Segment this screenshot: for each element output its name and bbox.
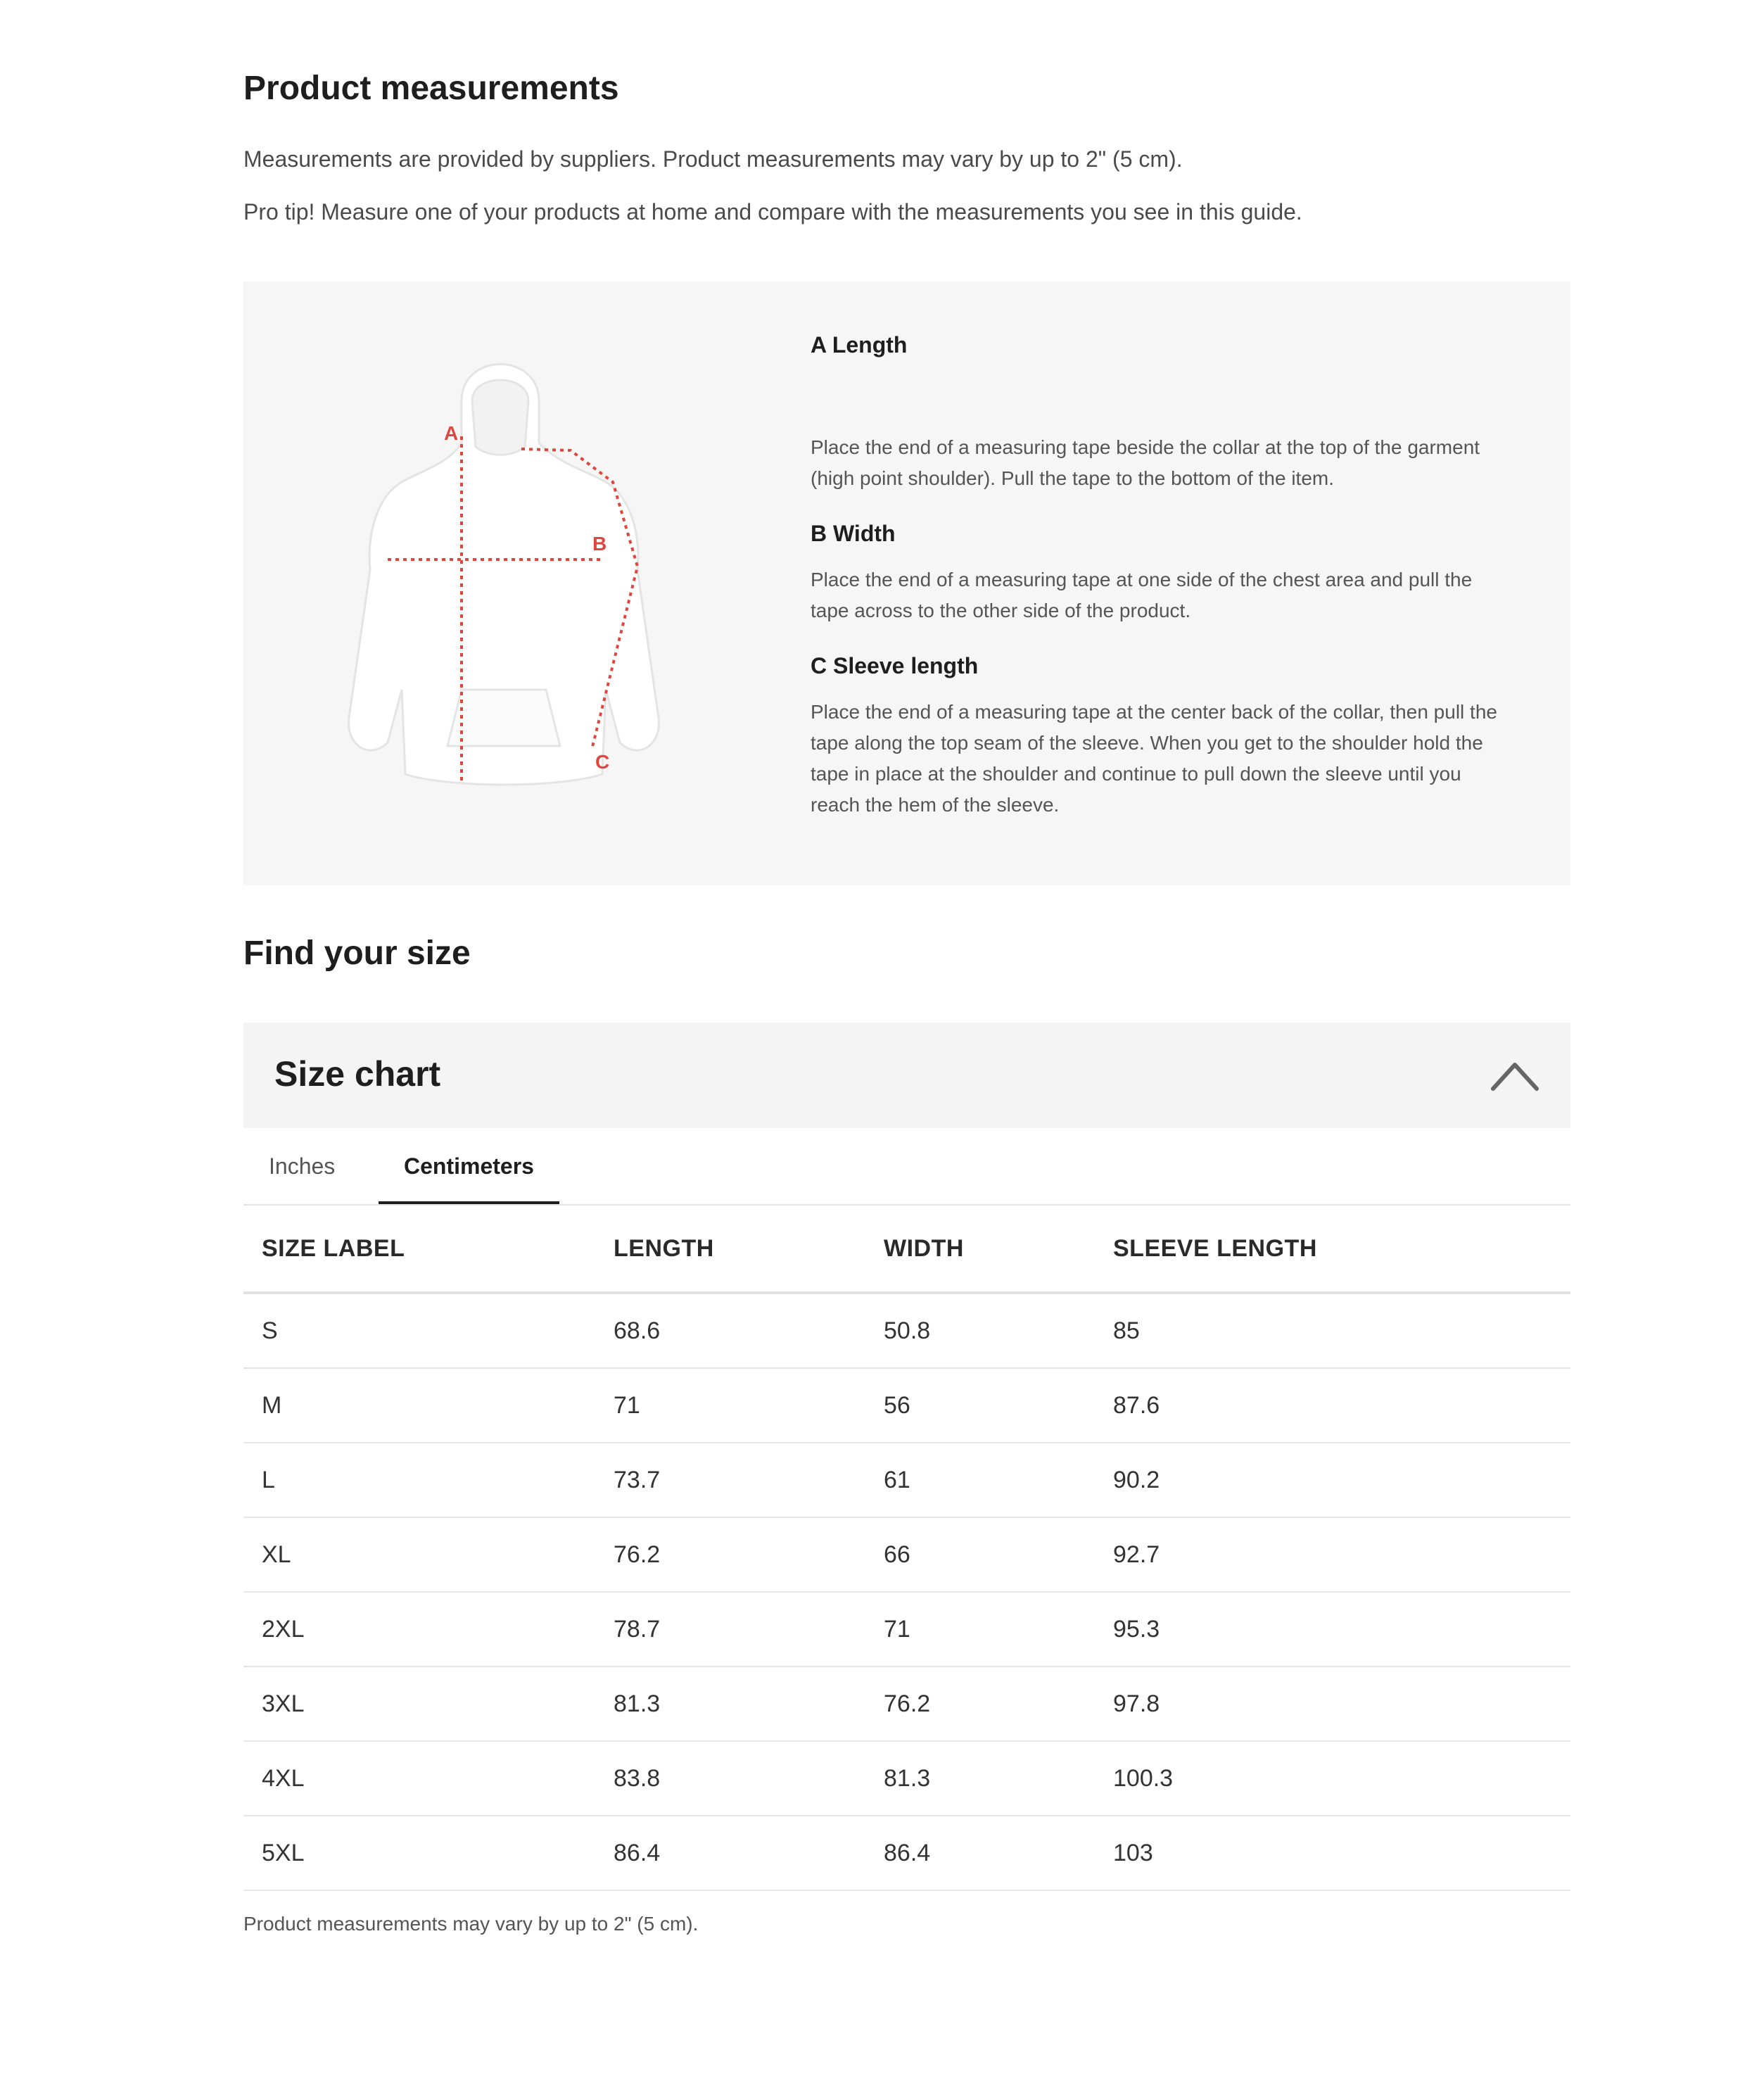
hoodie-diagram <box>328 324 694 816</box>
sleeve-cell: 95.3 <box>1095 1592 1570 1666</box>
width-description: Place the end of a measuring tape at one side of the chest area and pull the tape across to the other side of the product. <box>811 569 1473 621</box>
width-cell: 50.8 <box>865 1293 1095 1368</box>
sleeve-cell: 100.3 <box>1095 1741 1570 1816</box>
size-cell: 3XL <box>243 1666 595 1741</box>
pro-tip: Pro tip! Measure one of your products at home and compare with the measurements you see in this guide. <box>243 199 1302 224</box>
table-row <box>243 1592 1570 1666</box>
sleeve-length-description: Place the end of a measuring tape at the center back of the collar, then pull the tape along the top seam of the sleeve. When you get to the shoulder hold the tape in place at the shoulder and continue to pull down the sleeve until you reach the hem of the sleeve. <box>811 701 1497 816</box>
sleeve-cell: 85 <box>1095 1293 1570 1368</box>
tab-inches[interactable]: Inches <box>269 1153 336 1179</box>
table-row <box>243 1293 1570 1368</box>
width-cell: 61 <box>865 1443 1095 1517</box>
length-cell: 78.7 <box>595 1592 865 1666</box>
measurement-panel <box>243 282 1570 885</box>
header-length: LENGTH <box>595 1206 865 1293</box>
width-cell: 86.4 <box>865 1816 1095 1890</box>
size-cell: S <box>243 1293 595 1368</box>
size-cell: M <box>243 1368 595 1443</box>
sleeve-cell: 90.2 <box>1095 1443 1570 1517</box>
header-size-label: SIZE LABEL <box>243 1206 595 1293</box>
sleeve-cell: 103 <box>1095 1816 1570 1890</box>
tab-centimeters[interactable]: Centimeters <box>379 1128 559 1204</box>
table-row <box>243 1816 1570 1890</box>
diagram-label-a: A <box>444 422 459 444</box>
find-your-size-title: Find your size <box>243 935 471 972</box>
size-chart-title: Size chart <box>274 1054 441 1094</box>
size-cell: XL <box>243 1517 595 1592</box>
length-cell: 71 <box>595 1368 865 1443</box>
diagram-label-c: C <box>595 751 610 773</box>
chevron-up-icon[interactable] <box>1490 1056 1539 1096</box>
width-heading: B Width <box>811 521 896 546</box>
header-sleeve-length: SLEEVE LENGTH <box>1095 1206 1570 1293</box>
sleeve-length-heading: C Sleeve length <box>811 653 979 678</box>
width-cell: 71 <box>865 1592 1095 1666</box>
width-cell: 66 <box>865 1517 1095 1592</box>
width-cell: 76.2 <box>865 1666 1095 1741</box>
size-cell: 2XL <box>243 1592 595 1666</box>
length-cell: 76.2 <box>595 1517 865 1592</box>
size-cell: 5XL <box>243 1816 595 1890</box>
table-row <box>243 1741 1570 1816</box>
size-cell: L <box>243 1443 595 1517</box>
size-table <box>243 1206 1570 1891</box>
sleeve-cell: 87.6 <box>1095 1368 1570 1443</box>
length-cell: 68.6 <box>595 1293 865 1368</box>
table-row <box>243 1368 1570 1443</box>
width-cell: 81.3 <box>865 1741 1095 1816</box>
measurements-intro: Measurements are provided by suppliers. Product measurements may vary by up to 2" (5 cm). <box>243 146 1183 172</box>
unit-tabs <box>243 1128 1570 1206</box>
table-row <box>243 1517 1570 1592</box>
sleeve-cell: 97.8 <box>1095 1666 1570 1741</box>
header-width: WIDTH <box>865 1206 1095 1293</box>
size-cell: 4XL <box>243 1741 595 1816</box>
length-cell: 86.4 <box>595 1816 865 1890</box>
length-cell: 83.8 <box>595 1741 865 1816</box>
length-description: Place the end of a measuring tape beside the collar at the top of the garment (high point shoulder). Pull the tape to the bottom of the item. <box>811 436 1480 489</box>
sleeve-cell: 92.7 <box>1095 1517 1570 1592</box>
table-row <box>243 1443 1570 1517</box>
length-heading: A Length <box>811 332 908 358</box>
size-chart-accordion[interactable] <box>243 1023 1570 1128</box>
hoodie-illustration <box>349 365 659 785</box>
length-cell: 73.7 <box>595 1443 865 1517</box>
length-cell: 81.3 <box>595 1666 865 1741</box>
size-chart-footnote: Product measurements may vary by up to 2" (5 cm). <box>243 1913 699 1935</box>
diagram-label-b: B <box>592 533 607 555</box>
product-measurements-title: Product measurements <box>243 70 619 107</box>
table-row <box>243 1666 1570 1741</box>
width-cell: 56 <box>865 1368 1095 1443</box>
table-header-row <box>243 1206 1570 1293</box>
